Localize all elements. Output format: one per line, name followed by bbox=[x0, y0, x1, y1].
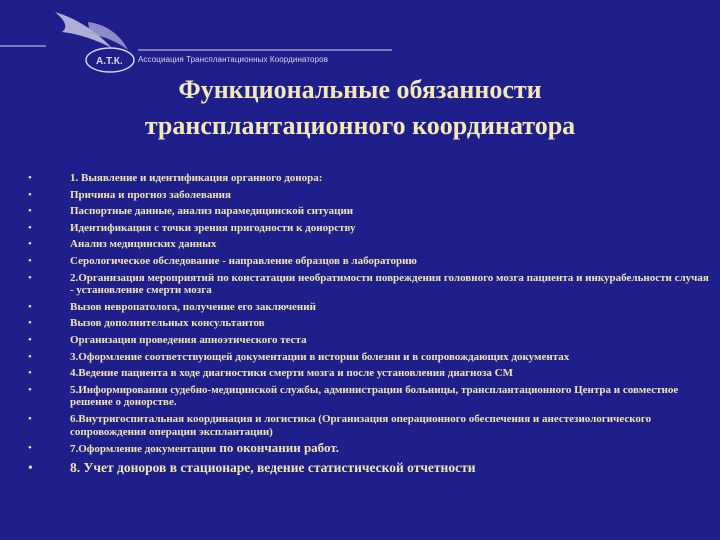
list-item bbox=[20, 301, 710, 314]
list-item-text: Паспортные данные, анализ парамедицинской ситуации bbox=[70, 205, 354, 218]
bullet-icon: • bbox=[28, 412, 32, 425]
list-item-text: 7.Оформление документации bbox=[70, 443, 217, 456]
list-item-text: Организация проведения апноэтического теста bbox=[70, 333, 307, 346]
list-item bbox=[20, 255, 710, 268]
list-item bbox=[20, 367, 710, 380]
bullet-icon: • bbox=[28, 172, 32, 184]
slide-title bbox=[40, 72, 680, 144]
bullet-icon: • bbox=[28, 300, 32, 313]
list-item bbox=[20, 442, 710, 456]
list-item-text: Причина и прогноз заболевания bbox=[70, 188, 231, 201]
slide-header bbox=[0, 0, 720, 80]
bullet-icon: • bbox=[28, 350, 32, 363]
bullet-icon: • bbox=[28, 367, 32, 380]
list-item bbox=[20, 222, 710, 235]
bullet-icon: • bbox=[28, 317, 32, 330]
list-item bbox=[20, 189, 710, 202]
bullet-icon: • bbox=[28, 271, 32, 284]
list-item-text: Идентификация с точки зрения пригодности к донорству bbox=[70, 221, 356, 234]
list-item-text-tail: по окончании работ. bbox=[216, 440, 339, 456]
bullet-icon: • bbox=[28, 221, 32, 234]
list-item-text: 3.Оформление соответствующей документации в истории болезни и в сопровождающих документах bbox=[70, 350, 570, 363]
bullet-icon: • bbox=[28, 333, 32, 346]
title-line-1: Функциональные обязанности bbox=[178, 75, 542, 104]
list-item bbox=[20, 172, 710, 185]
list-item-text: Вызов дополнительных консультантов bbox=[70, 317, 265, 330]
list-item bbox=[20, 413, 710, 438]
list-item bbox=[20, 334, 710, 347]
title-line-2: трансплантационного координатора bbox=[144, 111, 576, 140]
association-name: Ассоциация Трансплантационных Координаторов bbox=[138, 55, 329, 64]
duties-list bbox=[20, 172, 710, 479]
list-item-text: 5.Информирования судебно-медицинской службы, администрации больницы, трансплантационного Центра и совместное решение о донорстве. bbox=[70, 383, 679, 409]
bullet-icon: • bbox=[28, 442, 32, 455]
bullet-icon: • bbox=[28, 205, 32, 218]
bullet-icon: • bbox=[28, 238, 32, 251]
bullet-icon: • bbox=[28, 383, 32, 396]
list-item-text: 1. Выявление и идентификация органного донора: bbox=[70, 172, 323, 184]
list-item-text: 6.Внутригоспитальная координация и логистика (Организация операционного обеспечения и анестезиологического сопровождения операции эксплантации) bbox=[70, 412, 652, 438]
bullet-icon: • bbox=[28, 188, 32, 201]
list-item-text: 4.Ведение пациента в ходе диагностики смерти мозга и после установления диагноза СМ bbox=[70, 367, 513, 380]
list-item bbox=[20, 384, 710, 409]
list-item-text: 8. Учет доноров в стационаре, ведение статистической отчетности bbox=[70, 459, 476, 475]
atk-logo-icon bbox=[0, 0, 400, 80]
list-item bbox=[20, 272, 710, 297]
bullet-icon: • bbox=[28, 254, 32, 267]
list-item-text: Анализ медицинских данных bbox=[70, 238, 217, 251]
list-item bbox=[20, 238, 710, 251]
list-item bbox=[20, 317, 710, 330]
list-item bbox=[20, 460, 710, 475]
bullet-icon: • bbox=[28, 459, 33, 475]
logo-text: А.Т.К. bbox=[96, 56, 123, 67]
list-item-text: 2.Организация мероприятий по констатации необратимости повреждения головного мозга пациента и инкурабельности случая - установление смерти мозга bbox=[70, 271, 709, 297]
list-item bbox=[20, 351, 710, 364]
list-item bbox=[20, 205, 710, 218]
list-item-text: Серологическое обследование - направление образцов в лабораторию bbox=[70, 254, 417, 267]
list-item-text: Вызов невропатолога, получение его заключений bbox=[70, 300, 316, 313]
